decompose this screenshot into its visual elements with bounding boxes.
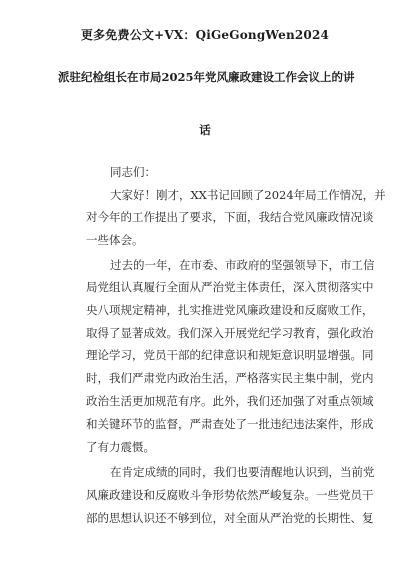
body-line: 风廉政建设和反腐败斗争形势依然严峻复杂。一些党员干 bbox=[86, 488, 374, 502]
body-line: 了有力震慑。 bbox=[86, 440, 155, 454]
body-line: 局党组认真履行全面从严治党主体责任，深入贯彻落实中 bbox=[86, 280, 374, 294]
body-line: 大家好！刚才，XX书记回顾了2024年局工作情况，并 bbox=[110, 188, 386, 202]
body-line: 对今年的工作提出了要求，下面，我结合党风廉政情况谈 bbox=[86, 210, 374, 224]
body-line: 理论学习，党员干部的纪律意识和规矩意识明显增强。同 bbox=[86, 348, 374, 362]
body-line: 过去的一年，在市委、市政府的坚强领导下，市工信 bbox=[110, 258, 375, 272]
body-line: 取得了显著成效。我们深入开展党纪学习教育，强化政治 bbox=[86, 326, 374, 340]
body-line: 时，我们严肃党内政治生活，严格落实民主集中制，党内 bbox=[86, 371, 374, 385]
body-line: 政治生活更加规范有序。此外，我们还加强了对重点领域 bbox=[86, 394, 374, 408]
document-title-line-2: 话 bbox=[199, 123, 211, 137]
body-line: 在肯定成绩的同时，我们也要清醒地认识到，当前党 bbox=[110, 465, 375, 479]
document-title-line-1: 派驻纪检组长在市局2025年党风廉政建设工作会议上的讲 bbox=[58, 70, 355, 84]
body-line: 部的思想认识还不够到位，对全面从严治党的长期性、复 bbox=[86, 511, 374, 525]
body-line: 和关键环节的监督，严肃查处了一批违纪违法案件，形成 bbox=[86, 417, 374, 431]
body-line: 同志们： bbox=[110, 165, 156, 179]
body-line: 央八项规定精神，扎实推进党风廉政建设和反腐败工作， bbox=[86, 303, 374, 317]
body-line: 一些体会。 bbox=[86, 233, 144, 247]
promo-banner: 更多免费公文+VX：QiGeGongWen2024 bbox=[80, 28, 330, 42]
